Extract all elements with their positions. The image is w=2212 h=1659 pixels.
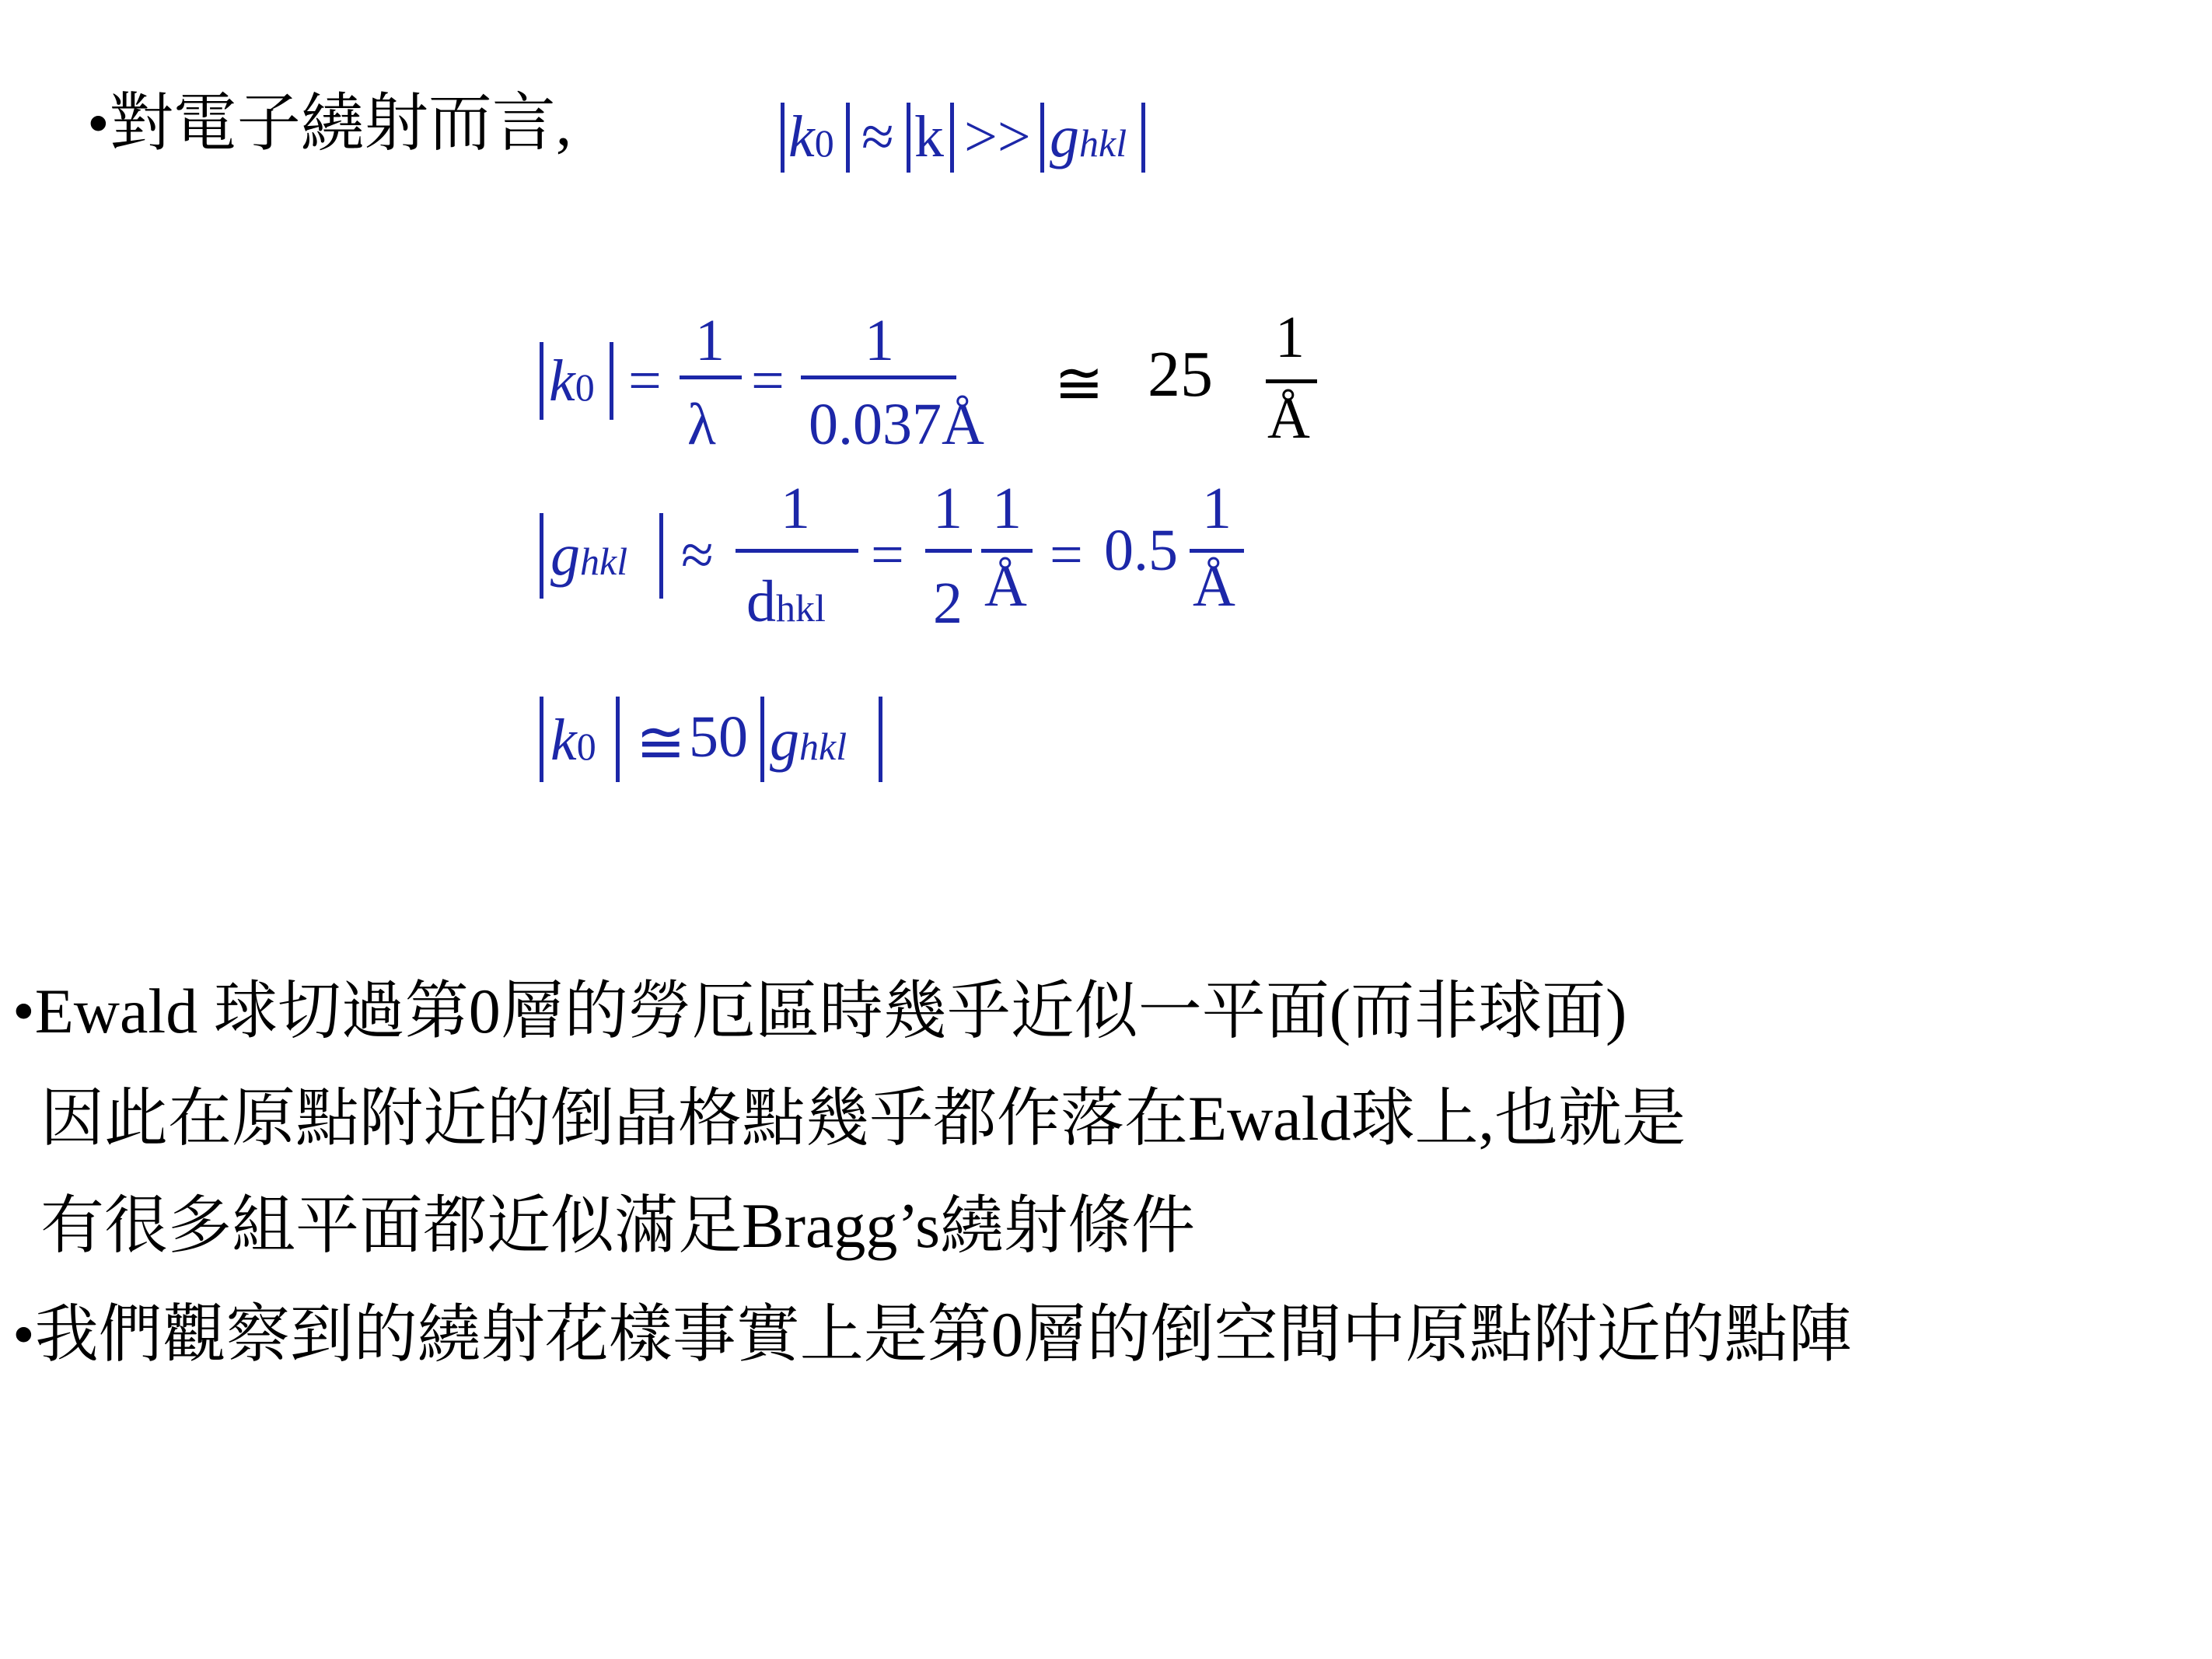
fraction-denominator: 2 <box>933 571 963 636</box>
abs-bar <box>616 697 620 782</box>
abs-bar <box>540 697 543 782</box>
fraction-numerator: 1 <box>695 308 725 373</box>
congruent-symbol: ≅ <box>1054 351 1104 417</box>
angstrom-symbol: Å <box>1267 386 1310 451</box>
abs-bar <box>1040 103 1044 173</box>
abs-bar <box>760 697 764 782</box>
fraction-bar <box>981 549 1033 553</box>
ewald-text: Ewald 球切過第0層的勞厄區時幾乎近似一平面(而非球面) <box>34 976 1627 1046</box>
abs-bar <box>1141 103 1145 173</box>
equals-sign: = <box>751 348 785 414</box>
fraction-bar <box>680 375 742 379</box>
approx-symbol: ≈ <box>861 104 894 169</box>
fraction-numerator: 1 <box>1202 476 1232 541</box>
fraction-denominator: dhkl <box>746 569 826 634</box>
value-25: 25 <box>1148 338 1213 410</box>
abs-bar <box>540 342 543 420</box>
fraction-numerator: 1 <box>781 476 810 541</box>
abs-bar <box>659 513 663 599</box>
equals-sign: = <box>628 348 662 414</box>
abs-bar <box>610 342 613 420</box>
equals-sign: = <box>871 522 904 588</box>
abs-bar <box>846 103 850 173</box>
much-greater-symbol: >> <box>964 104 1031 169</box>
bullet-line-1 <box>87 88 572 159</box>
angstrom-symbol: Å <box>1193 554 1235 619</box>
k0-symbol: k0 <box>788 104 834 169</box>
fraction-numerator: 1 <box>992 476 1022 541</box>
abs-bar <box>879 697 882 782</box>
fraction-numerator: 1 <box>933 476 963 541</box>
fraction-denominator: 0.037Å <box>809 392 984 457</box>
paragraph-line-3: 有很多組平面都近似滿足Bragg’s繞射條件 <box>40 1190 1196 1261</box>
bullet-line-3 <box>12 1299 1852 1370</box>
abs-bar <box>540 513 543 599</box>
fraction-bar <box>801 375 956 379</box>
equals-sign: = <box>1050 522 1083 588</box>
abs-bar <box>781 103 785 173</box>
g-hkl-symbol: ghkl <box>1050 104 1127 169</box>
angstrom-symbol: Å <box>984 554 1027 619</box>
k0-symbol: k0 <box>549 348 595 414</box>
bullet: • <box>12 1299 35 1370</box>
k-symbol: k <box>914 104 944 169</box>
bullet-line-2 <box>12 976 1627 1046</box>
paragraph-line-2: 因此在原點附近的倒晶格點幾乎都作落在Ewald球上,也就是 <box>40 1083 1686 1154</box>
abs-bar <box>907 103 910 173</box>
congruent-symbol: ≅ <box>636 711 686 776</box>
intro-text: 對電子繞射而言, <box>109 88 572 159</box>
bullet: • <box>87 88 110 159</box>
value-50: 50 <box>689 704 748 770</box>
fraction-numerator: 1 <box>865 308 894 373</box>
fraction-bar <box>1266 379 1317 383</box>
approx-symbol: ≈ <box>681 522 714 588</box>
value-0-5: 0.5 <box>1104 518 1178 583</box>
fraction-bar <box>736 549 858 553</box>
g-hkl-symbol: ghkl <box>550 522 628 588</box>
bullet: • <box>12 976 35 1046</box>
abs-bar <box>950 103 954 173</box>
k0-symbol: k0 <box>550 707 596 773</box>
fraction-numerator: 1 <box>1275 305 1305 370</box>
fraction-bar <box>925 549 972 553</box>
pattern-text: 我們觀察到的繞射花樣事實上是第0層的倒空間中原點附近的點陣 <box>34 1299 1852 1370</box>
fraction-bar <box>1190 549 1244 553</box>
g-hkl-symbol: ghkl <box>770 707 847 773</box>
lambda-symbol: λ <box>687 392 716 457</box>
